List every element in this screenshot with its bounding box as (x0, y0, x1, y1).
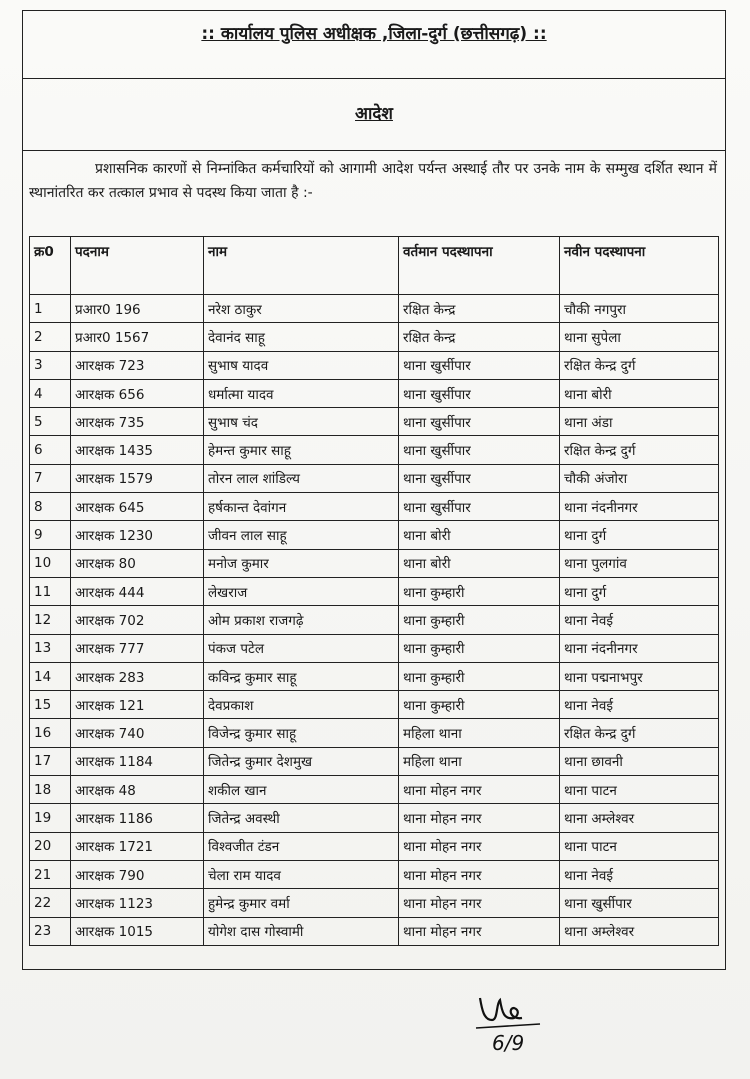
cell-serial: 9 (30, 521, 71, 549)
cell-new-posting: थाना नेवई (560, 606, 719, 634)
transfer-table (29, 236, 719, 946)
cell-serial: 7 (30, 464, 71, 492)
cell-serial: 23 (30, 917, 71, 945)
header-serial: क्र0 (30, 237, 71, 295)
cell-new-posting: थाना पाटन (560, 832, 719, 860)
signature (470, 990, 550, 1060)
cell-designation: आरक्षक 777 (71, 634, 204, 662)
cell-designation: प्रआर0 196 (71, 295, 204, 323)
table-row (30, 860, 719, 888)
signature-date: 6/9 (492, 1031, 525, 1055)
cell-serial: 1 (30, 295, 71, 323)
cell-designation: आरक्षक 121 (71, 691, 204, 719)
cell-serial: 10 (30, 549, 71, 577)
table-row (30, 408, 719, 436)
signature-underline (476, 1024, 540, 1028)
table-row (30, 804, 719, 832)
cell-designation: आरक्षक 1123 (71, 889, 204, 917)
cell-designation: आरक्षक 735 (71, 408, 204, 436)
cell-new-posting: थाना अंडा (560, 408, 719, 436)
cell-new-posting: थाना अम्लेश्वर (560, 804, 719, 832)
table-row (30, 917, 719, 945)
cell-designation: आरक्षक 1721 (71, 832, 204, 860)
cell-new-posting: थाना नेवई (560, 691, 719, 719)
table-row (30, 832, 719, 860)
cell-designation: आरक्षक 1015 (71, 917, 204, 945)
cell-name: कविन्द्र कुमार साहू (204, 662, 399, 690)
cell-designation: आरक्षक 656 (71, 379, 204, 407)
table-row (30, 719, 719, 747)
cell-serial: 13 (30, 634, 71, 662)
cell-current-posting: थाना बोरी (399, 549, 560, 577)
cell-name: जितेन्द्र अवस्थी (204, 804, 399, 832)
cell-current-posting: थाना मोहन नगर (399, 917, 560, 945)
header-current-posting: वर्तमान पदस्थापना (399, 237, 560, 295)
header-name: नाम (204, 237, 399, 295)
cell-designation: आरक्षक 740 (71, 719, 204, 747)
cell-serial: 15 (30, 691, 71, 719)
cell-designation: प्रआर0 1567 (71, 323, 204, 351)
cell-current-posting: थाना खुर्सीपार (399, 408, 560, 436)
cell-serial: 3 (30, 351, 71, 379)
table-row (30, 436, 719, 464)
cell-current-posting: महिला थाना (399, 719, 560, 747)
cell-name: देवानंद साहू (204, 323, 399, 351)
cell-current-posting: थाना खुर्सीपार (399, 379, 560, 407)
table-row (30, 691, 719, 719)
cell-current-posting: थाना खुर्सीपार (399, 464, 560, 492)
cell-current-posting: थाना मोहन नगर (399, 804, 560, 832)
cell-current-posting: थाना कुम्हारी (399, 577, 560, 605)
cell-new-posting: थाना नंदनीनगर (560, 493, 719, 521)
cell-designation: आरक्षक 1184 (71, 747, 204, 775)
cell-serial: 19 (30, 804, 71, 832)
cell-new-posting: थाना पाटन (560, 776, 719, 804)
cell-serial: 18 (30, 776, 71, 804)
cell-new-posting: थाना नंदनीनगर (560, 634, 719, 662)
cell-new-posting: रक्षित केन्द्र दुर्ग (560, 436, 719, 464)
cell-new-posting: थाना पद्मनाभपुर (560, 662, 719, 690)
cell-serial: 14 (30, 662, 71, 690)
cell-serial: 17 (30, 747, 71, 775)
cell-new-posting: थाना सुपेला (560, 323, 719, 351)
cell-name: पंकज पटेल (204, 634, 399, 662)
office-title: :: कार्यालय पुलिस अधीक्षक ,जिला-दुर्ग (छत्तीसगढ़) :: (201, 24, 547, 44)
cell-name: योगेश दास गोस्वामी (204, 917, 399, 945)
table-row (30, 606, 719, 634)
cell-name: विश्वजीत टंडन (204, 832, 399, 860)
cell-name: विजेन्द्र कुमार साहू (204, 719, 399, 747)
cell-new-posting: चौकी अंजोरा (560, 464, 719, 492)
cell-name: धर्मात्मा यादव (204, 379, 399, 407)
header-designation: पदनाम (71, 237, 204, 295)
signature-stroke (480, 998, 522, 1020)
cell-new-posting: रक्षित केन्द्र दुर्ग (560, 719, 719, 747)
cell-designation: आरक्षक 444 (71, 577, 204, 605)
cell-serial: 16 (30, 719, 71, 747)
cell-new-posting: थाना दुर्ग (560, 521, 719, 549)
table-row (30, 493, 719, 521)
header-new-posting: नवीन पदस्थापना (560, 237, 719, 295)
cell-designation: आरक्षक 1186 (71, 804, 204, 832)
cell-name: तोरन लाल शांडिल्य (204, 464, 399, 492)
cell-name: मनोज कुमार (204, 549, 399, 577)
cell-current-posting: रक्षित केन्द्र (399, 323, 560, 351)
cell-name: चेला राम यादव (204, 860, 399, 888)
table-row (30, 379, 719, 407)
cell-name: सुभाष यादव (204, 351, 399, 379)
cell-serial: 20 (30, 832, 71, 860)
cell-new-posting: थाना अम्लेश्वर (560, 917, 719, 945)
cell-serial: 5 (30, 408, 71, 436)
cell-name: ओम प्रकाश राजगढ़े (204, 606, 399, 634)
cell-current-posting: थाना खुर्सीपार (399, 436, 560, 464)
table-row (30, 634, 719, 662)
cell-name: देवप्रकाश (204, 691, 399, 719)
cell-current-posting: थाना मोहन नगर (399, 889, 560, 917)
cell-new-posting: रक्षित केन्द्र दुर्ग (560, 351, 719, 379)
order-heading-box (23, 79, 725, 151)
cell-designation: आरक्षक 1435 (71, 436, 204, 464)
cell-designation: आरक्षक 1230 (71, 521, 204, 549)
cell-name: हुमेन्द्र कुमार वर्मा (204, 889, 399, 917)
cell-serial: 22 (30, 889, 71, 917)
cell-current-posting: रक्षित केन्द्र (399, 295, 560, 323)
cell-designation: आरक्षक 645 (71, 493, 204, 521)
cell-designation: आरक्षक 1579 (71, 464, 204, 492)
cell-designation: आरक्षक 702 (71, 606, 204, 634)
cell-current-posting: थाना मोहन नगर (399, 832, 560, 860)
table-header-row (30, 237, 719, 295)
cell-serial: 21 (30, 860, 71, 888)
cell-current-posting: थाना खुर्सीपार (399, 493, 560, 521)
cell-serial: 8 (30, 493, 71, 521)
cell-current-posting: महिला थाना (399, 747, 560, 775)
table-row (30, 747, 719, 775)
cell-current-posting: थाना कुम्हारी (399, 691, 560, 719)
cell-name: शकील खान (204, 776, 399, 804)
table-row (30, 521, 719, 549)
cell-current-posting: थाना मोहन नगर (399, 776, 560, 804)
cell-name: जीवन लाल साहू (204, 521, 399, 549)
cell-current-posting: थाना बोरी (399, 521, 560, 549)
cell-new-posting: थाना बोरी (560, 379, 719, 407)
cell-new-posting: थाना दुर्ग (560, 577, 719, 605)
table-row (30, 549, 719, 577)
cell-current-posting: थाना कुम्हारी (399, 606, 560, 634)
office-header-box (23, 11, 725, 79)
cell-name: जितेन्द्र कुमार देशमुख (204, 747, 399, 775)
cell-name: हेमन्त कुमार साहू (204, 436, 399, 464)
cell-serial: 11 (30, 577, 71, 605)
table-body (30, 295, 719, 946)
cell-serial: 4 (30, 379, 71, 407)
table-row (30, 577, 719, 605)
table-row (30, 323, 719, 351)
cell-serial: 12 (30, 606, 71, 634)
cell-designation: आरक्षक 80 (71, 549, 204, 577)
order-title: आदेश (355, 104, 393, 124)
cell-name: सुभाष चंद (204, 408, 399, 436)
table-row (30, 464, 719, 492)
cell-current-posting: थाना खुर्सीपार (399, 351, 560, 379)
cell-designation: आरक्षक 723 (71, 351, 204, 379)
cell-current-posting: थाना मोहन नगर (399, 860, 560, 888)
cell-new-posting: थाना नेवई (560, 860, 719, 888)
table-row (30, 776, 719, 804)
cell-serial: 6 (30, 436, 71, 464)
cell-designation: आरक्षक 790 (71, 860, 204, 888)
table-row (30, 351, 719, 379)
cell-name: लेखराज (204, 577, 399, 605)
cell-new-posting: थाना पुलगांव (560, 549, 719, 577)
cell-new-posting: थाना छावनी (560, 747, 719, 775)
cell-designation: आरक्षक 48 (71, 776, 204, 804)
cell-current-posting: थाना कुम्हारी (399, 662, 560, 690)
cell-name: हर्षकान्त देवांगन (204, 493, 399, 521)
table-row (30, 889, 719, 917)
cell-serial: 2 (30, 323, 71, 351)
table-row (30, 662, 719, 690)
table-row (30, 295, 719, 323)
cell-name: नरेश ठाकुर (204, 295, 399, 323)
intro-paragraph: प्रशासनिक कारणों से निम्नांकित कर्मचारियों को आगामी आदेश पर्यन्त अस्थाई तौर पर उनके नाम के सम्मुख दर्शित स्थान में स्थानांतरित कर तत्काल प्रभाव से पदस्थ किया जाता है :- (29, 161, 717, 201)
cell-designation: आरक्षक 283 (71, 662, 204, 690)
document-border (22, 10, 726, 970)
cell-current-posting: थाना कुम्हारी (399, 634, 560, 662)
cell-new-posting: थाना खुर्सीपार (560, 889, 719, 917)
cell-new-posting: चौकी नगपुरा (560, 295, 719, 323)
